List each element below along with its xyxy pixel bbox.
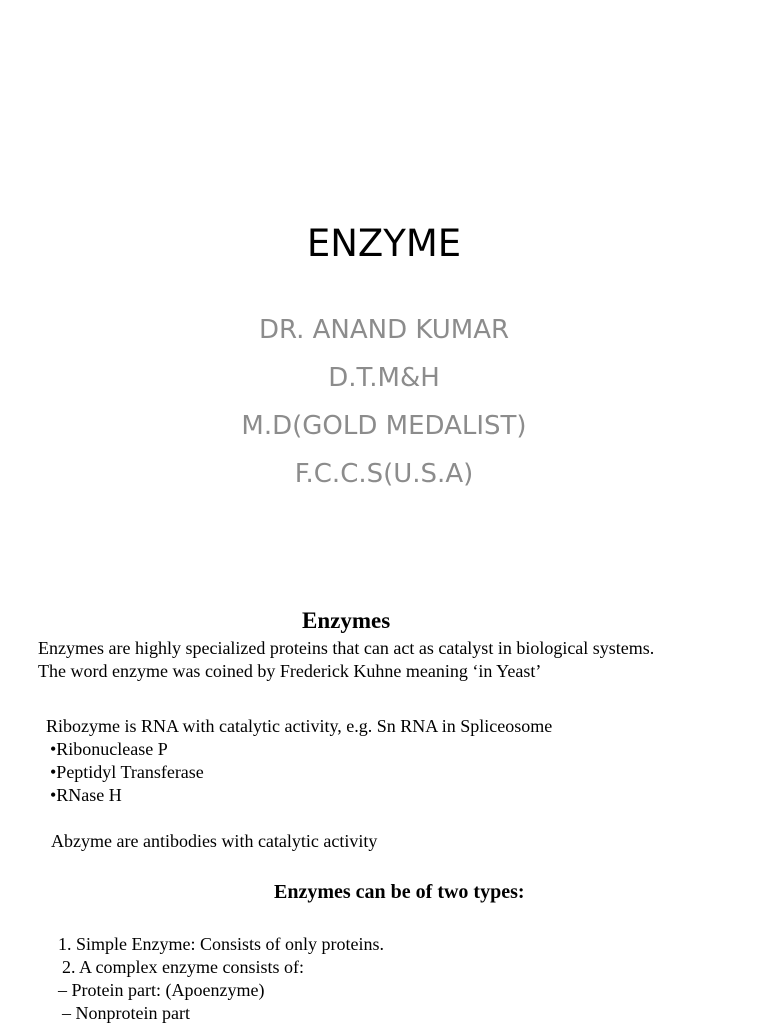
intro-line-2: The word enzyme was coined by Frederick Kuhne meaning ‘in Yeast’	[38, 661, 542, 681]
section-heading-enzymes: Enzymes	[302, 608, 391, 633]
intro-line-1: Enzymes are highly specialized proteins that can act as catalyst in biological systems.	[38, 638, 655, 658]
author-name: DR. ANAND KUMAR	[258, 315, 510, 345]
type-simple-enzyme: 1. Simple Enzyme: Consists of only proteins.	[58, 934, 384, 954]
author-degree-dtmh: D.T.M&H	[328, 363, 440, 393]
ribozyme-example: •RNase H	[50, 785, 122, 805]
author-degree-fccs: F.C.C.S(U.S.A)	[294, 459, 474, 489]
complex-part-protein: – Protein part: (Apoenzyme)	[58, 980, 265, 1000]
abzyme-definition: Abzyme are antibodies with catalytic activity	[51, 831, 378, 851]
ribozyme-example: •Peptidyl Transferase	[50, 762, 204, 782]
slide-title: ENZYME	[306, 222, 462, 265]
type-complex-enzyme: 2. A complex enzyme consists of:	[62, 957, 304, 977]
author-credentials	[0, 306, 768, 498]
complex-part-nonprotein: – Nonprotein part	[62, 1003, 190, 1023]
section-heading-types: Enzymes can be of two types:	[274, 881, 525, 903]
ribozyme-example: •Ribonuclease P	[50, 739, 168, 759]
ribozyme-definition: Ribozyme is RNA with catalytic activity, e.g. Sn RNA in Spliceosome	[46, 716, 553, 736]
author-degree-md: M.D(GOLD MEDALIST)	[241, 411, 527, 441]
